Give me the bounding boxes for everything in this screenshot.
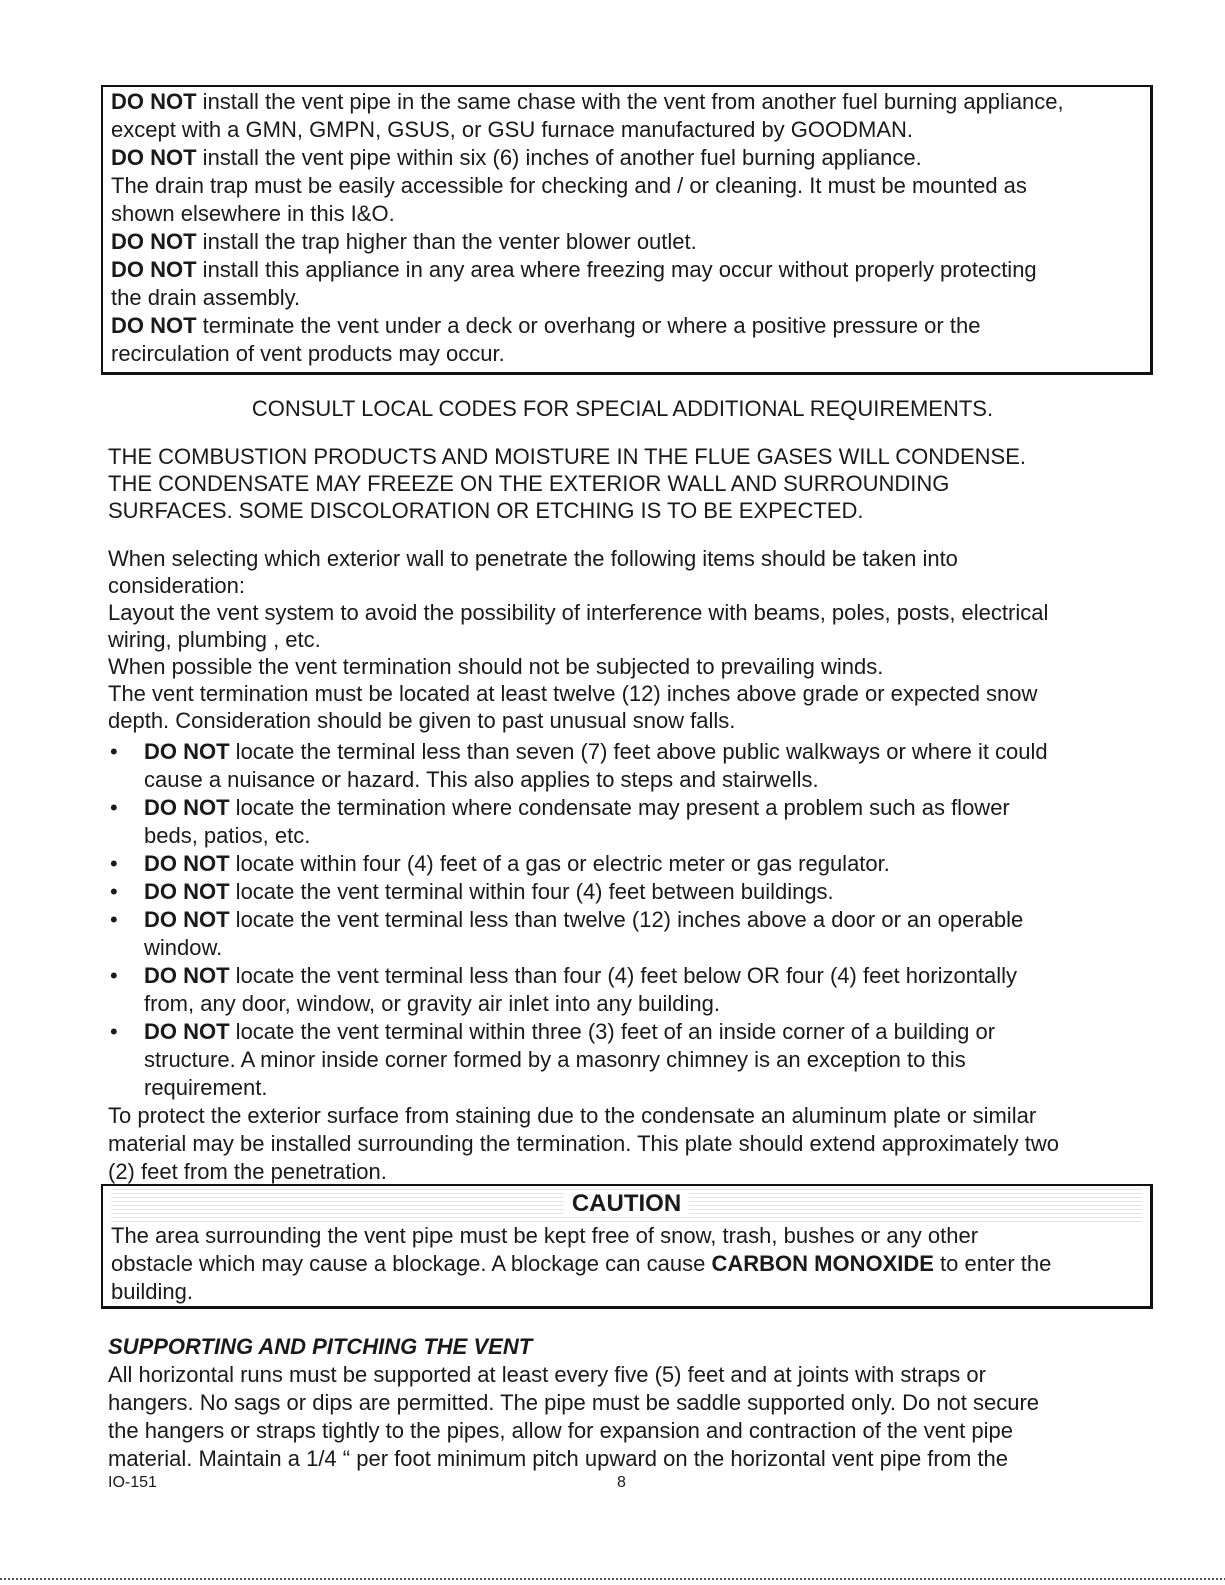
warning-caps-line: THE COMBUSTION PRODUCTS AND MOISTURE IN THE FLUE GASES WILL CONDENSE. <box>108 444 1027 469</box>
list-item: • DO NOT locate the vent terminal less than twelve (12) inches above a door or an operable window. <box>110 907 1024 960</box>
paragraph-line: When selecting which exterior wall to penetrate the following items should be taken into <box>108 546 958 571</box>
paragraph-line: All horizontal runs must be supported at least every five (5) feet and at joints with straps or <box>108 1362 986 1387</box>
warning-line: DO NOT install this appliance in any area where freezing may occur without properly protecting <box>111 257 1037 282</box>
warning-line: DO NOT terminate the vent under a deck or overhang or where a positive pressure or the <box>111 313 981 338</box>
bullet-icon: • <box>110 1019 118 1044</box>
bullet-icon: • <box>110 795 118 820</box>
paragraph-line: When possible the vent termination should not be subjected to prevailing winds. <box>108 654 884 679</box>
bullet-icon: • <box>110 907 118 932</box>
warning-line: except with a GMN, GMPN, GSUS, or GSU furnace manufactured by GOODMAN. <box>111 117 914 142</box>
list-item: • DO NOT locate within four (4) feet of a gas or electric meter or gas regulator. <box>110 851 890 876</box>
protection-paragraph <box>108 1102 1059 1186</box>
warning-line: recirculation of vent products may occur. <box>111 341 505 366</box>
caution-title: CAUTION <box>111 1186 1142 1222</box>
document-id: IO-151 <box>108 1474 157 1491</box>
paragraph-line: Layout the vent system to avoid the possibility of interference with beams, poles, posts, electrical <box>108 600 1049 625</box>
caution-line: building. <box>111 1279 193 1304</box>
section-paragraph <box>108 1361 1039 1473</box>
consult-codes-notice: CONSULT LOCAL CODES FOR SPECIAL ADDITIONAL REQUIREMENTS. <box>251 396 994 421</box>
list-item: • DO NOT locate the vent terminal less than four (4) feet below OR four (4) feet horizontally from, any door, window, or gravity air inlet into any building. <box>110 963 1018 1016</box>
bullet-icon: • <box>110 963 118 988</box>
list-item: • DO NOT locate the vent terminal within three (3) feet of an inside corner of a building or structure. A minor inside corner formed by a masonry chimney is an exception to this requirement. <box>110 1019 996 1100</box>
warning-line: DO NOT install the vent pipe within six (6) inches of another fuel burning appliance. <box>111 145 922 170</box>
warning-line: DO NOT install the trap higher than the venter blower outlet. <box>111 229 697 254</box>
caution-box <box>101 1184 1153 1309</box>
paragraph-line: depth. Consideration should be given to past unusual snow falls. <box>108 708 736 733</box>
paragraph-line: wiring, plumbing , etc. <box>108 627 321 652</box>
paragraph-line: material may be installed surrounding the termination. This plate should extend approximately two <box>108 1131 1059 1156</box>
warning-caps-line: THE CONDENSATE MAY FREEZE ON THE EXTERIOR WALL AND SURROUNDING <box>108 471 950 496</box>
paragraph-line: The vent termination must be located at least twelve (12) inches above grade or expected snow <box>108 681 1038 706</box>
list-item: • DO NOT locate the vent terminal within four (4) feet between buildings. <box>110 879 834 904</box>
caution-line: The area surrounding the vent pipe must be kept free of snow, trash, bushes or any other <box>111 1223 979 1248</box>
warning-line: shown elsewhere in this I&O. <box>111 201 395 226</box>
paragraph-line: (2) feet from the penetration. <box>108 1159 387 1184</box>
warning-caps-line: SURFACES. SOME DISCOLORATION OR ETCHING IS TO BE EXPECTED. <box>108 498 864 523</box>
paragraph-line: hangers. No sags or dips are permitted. The pipe must be saddle supported only. Do not secure <box>108 1390 1040 1415</box>
page-number: 8 <box>617 1474 626 1491</box>
paragraph-line: material. Maintain a 1/4 “ per foot minimum pitch upward on the horizontal vent pipe from the <box>108 1446 1009 1471</box>
termination-restrictions-list <box>108 738 1188 1102</box>
top-warning-box <box>101 85 1153 375</box>
paragraph-line: To protect the exterior surface from staining due to the condensate an aluminum plate or similar <box>108 1103 1037 1128</box>
scan-edge-rule <box>0 1578 1225 1580</box>
bullet-icon: • <box>110 739 118 764</box>
paragraph-line: the hangers or straps tightly to the pipes, allow for expansion and contraction of the vent pipe <box>108 1418 1013 1443</box>
warning-line: the drain assembly. <box>111 285 301 310</box>
condensation-warning <box>108 443 1026 524</box>
list-item: • DO NOT locate the terminal less than seven (7) feet above public walkways or where it could cause a nuisance or hazard. This also applies to steps and stairwells. <box>110 739 1048 792</box>
warning-line: DO NOT install the vent pipe in the same chase with the vent from another fuel burning appliance, <box>111 89 1064 114</box>
caution-line: obstacle which may cause a blockage. A blockage can cause CARBON MONOXIDE to enter the <box>111 1251 1052 1276</box>
wall-selection-paragraph <box>108 545 1048 734</box>
bullet-icon: • <box>110 879 118 904</box>
warning-line: The drain trap must be easily accessible for checking and / or cleaning. It must be mounted as <box>111 173 1027 198</box>
paragraph-line: consideration: <box>108 573 245 598</box>
section-heading: SUPPORTING AND PITCHING THE VENT <box>108 1334 533 1359</box>
bullet-icon: • <box>110 851 118 876</box>
list-item: • DO NOT locate the termination where condensate may present a problem such as flower beds, patios, etc. <box>110 795 1010 848</box>
